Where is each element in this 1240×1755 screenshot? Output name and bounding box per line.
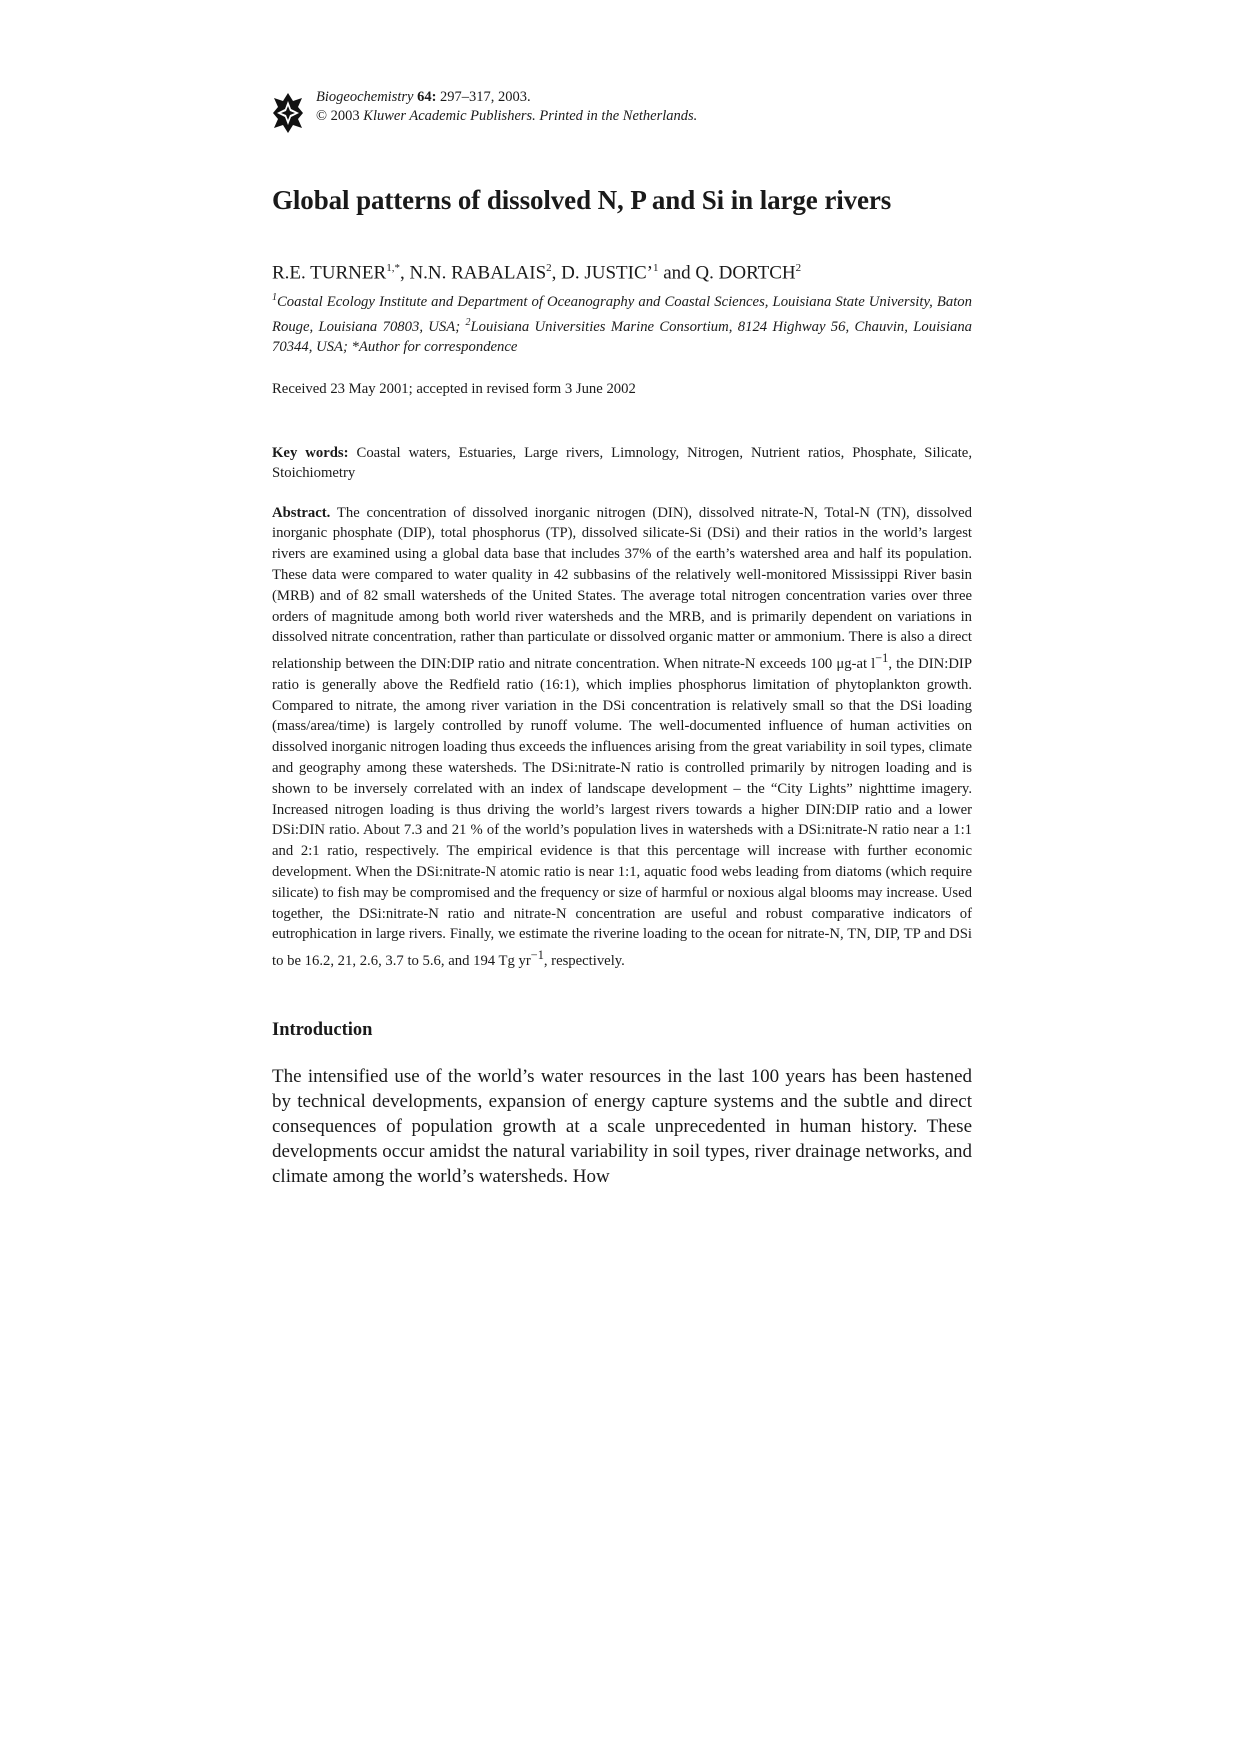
author-separator: , (551, 262, 562, 284)
author-name: N.N. RABALAIS (409, 262, 547, 284)
abstract-text: , respectively. (543, 953, 625, 970)
paper-page (272, 88, 972, 1189)
journal-header (272, 88, 972, 134)
copyright-line (316, 107, 697, 126)
journal-volume: 64: (417, 89, 437, 105)
abstract-superscript: −1 (530, 948, 544, 963)
affiliation-text: Coastal Ecology Institute and Department of Oceanography and Coastal Sciences, Louisiana State University, Baton Rouge, Louisiana 70803, USA; (272, 294, 972, 335)
author-list (272, 256, 972, 285)
section-heading-introduction: Introduction (272, 1019, 373, 1040)
affiliation-mark: 1 (272, 292, 277, 304)
affiliation-text: Louisiana Universities Marine Consortium, 8124 Highway 56, Chauvin, Louisiana 70344, USA; *Author for correspondence (272, 318, 973, 356)
author-separator: , (399, 262, 410, 284)
citation-line (316, 88, 697, 107)
affiliation-mark: 2 (465, 316, 471, 328)
journal-name: Biogeochemistry (316, 89, 414, 105)
author-name: Q. DORTCH (695, 262, 796, 284)
introduction-paragraph: The intensified use of the world’s water resources in the last 100 years has been hastened by technical developments, expansion of energy capture systems and the subtle and direct consequences of population growth at a scale unprecedented in human history. These developments occur amidst the natural variability in soil types, river drainage networks, and climate among the world’s watersheds. How (272, 1065, 972, 1187)
author-affiliation-mark: 2 (795, 262, 802, 274)
citation-block (316, 88, 697, 126)
copyright-year: 2003 (330, 108, 360, 124)
abstract-block (272, 503, 972, 972)
affiliation-block (272, 288, 972, 357)
author-name: D. JUSTIC’ (561, 262, 653, 284)
author-affiliation-mark: 1 (652, 262, 659, 274)
keywords-text: Coastal waters, Estuaries, Large rivers, Limnology, Nitrogen, Nutrient ratios, Phosphate, Silicate, Stoichiometry (272, 444, 972, 482)
publisher-line: Kluwer Academic Publishers. Printed in the Netherlands. (363, 108, 698, 124)
abstract-text: The concentration of dissolved inorganic nitrogen (DIN), dissolved nitrate-N, Total-N (TN), dissolved inorganic phosphate (DIP), total phosphorus (TP), dissolved silicate-Si (DSi) and their ratios in the world’s largest rivers are examined using a global data base that includes 37% of the earth’s watershed area and half its population. These data were compared to water quality in 42 subbasins of the relatively well-monitored Mississippi River basin (MRB) and of 82 small watersheds of the United States. The average total nitrogen concentration varies over three orders of magnitude among both world river watersheds and the MRB, and is primarily dependent on variations in dissolved nitrate concentration, rather than particulate or dissolved organic matter or ammonium. There is also a direct relationship between the DIN:DIP ratio and nitrate concentration. When nitrate-N exceeds 100 μg-at l (272, 504, 972, 673)
copyright-symbol: © (316, 108, 328, 124)
abstract-text: , the DIN:DIP ratio is generally above the Redfield ratio (16:1), which implies phosphorus limitation of phytoplankton growth. Compared to nitrate, the among river variation in the DSi concentration is relatively small so that the DSi loading (mass/area/time) is largely controlled by runoff volume. The well-documented influence of human activities on dissolved inorganic nitrogen loading thus exceeds the influences arising from the great variability in soil types, climate and geography among these watersheds. The DSi:nitrate-N ratio is controlled primarily by nitrogen loading and is shown to be inversely correlated with an index of landscape development – the “City Lights” nighttime imagery. Increased nitrogen loading is thus driving the world’s largest rivers towards a higher DIN:DIP ratio and a lower DSi:DIN ratio. About 7.3 and 21 % of the world’s population lives in watersheds with a DSi:nitrate-N ratio near a 1:1 and 2:1 ratio, respectively. The empirical evidence is that this percentage will increase with further economic development. When the DSi:nitrate-N atomic ratio is near 1:1, aquatic food webs leading from diatoms (which require silicate) to fish may be compromised and the frequency or size of harmful or noxious algal blooms may increase. Used together, the DSi:nitrate-N ratio and nitrate-N concentration are useful and robust comparative indicators of eutrophication in large rivers. Finally, we estimate the riverine loading to the ocean for nitrate-N, TN, DIP, TP and DSi to be 16.2, 21, 2.6, 3.7 to 5.6, and 194 Tg yr (272, 656, 972, 970)
publisher-logo-icon (272, 92, 304, 134)
author-name: R.E. TURNER (272, 262, 387, 284)
author-separator: and (658, 262, 696, 284)
journal-pages: 297–317, 2003. (440, 89, 531, 105)
paper-title: Global patterns of dissolved N, P and Si in large rivers (272, 185, 892, 215)
abstract-label: Abstract. (272, 504, 331, 521)
keywords-label: Key words: (272, 444, 349, 461)
abstract-superscript: −1 (875, 651, 889, 666)
author-affiliation-mark: 2 (546, 262, 552, 274)
keywords-block (272, 443, 972, 484)
received-dates: Received 23 May 2001; accepted in revised form 3 June 2002 (272, 380, 636, 397)
author-affiliation-mark: 1,* (386, 262, 400, 274)
